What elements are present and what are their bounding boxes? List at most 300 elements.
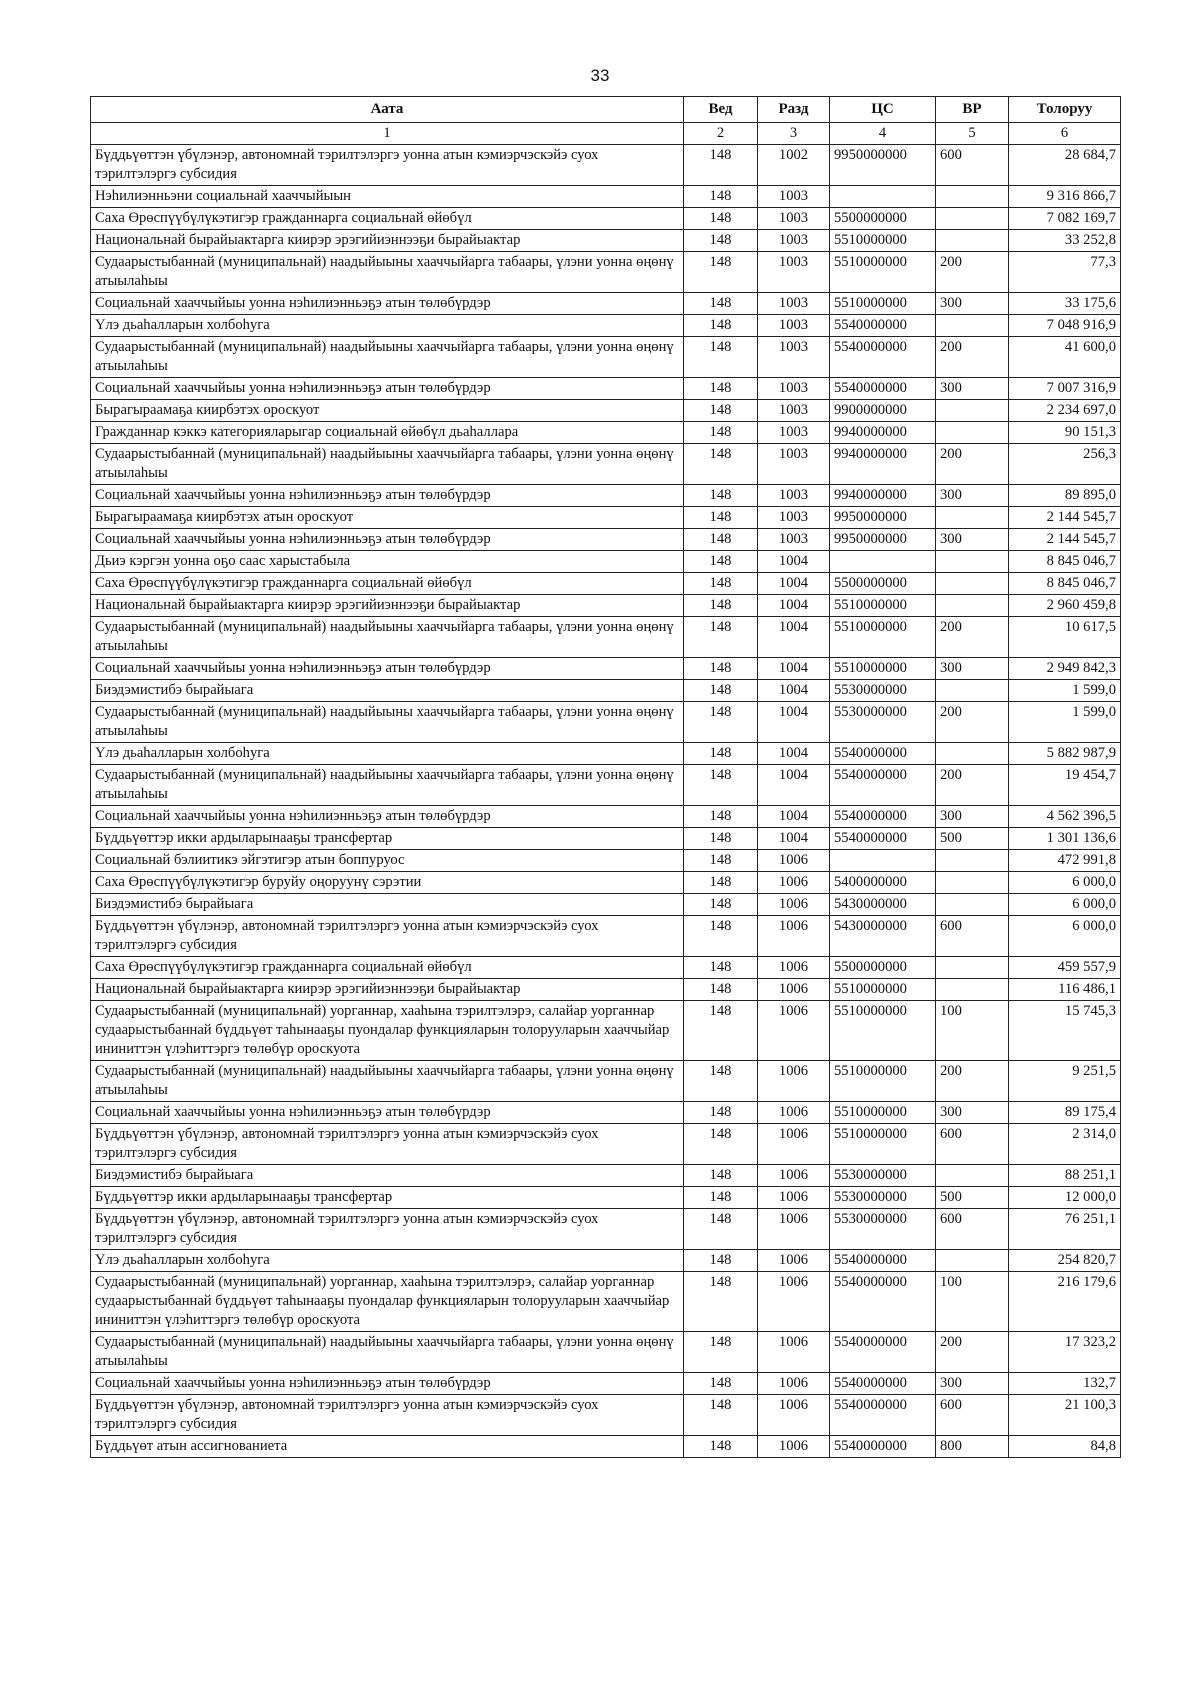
cell-razd: 1006 <box>758 1436 830 1458</box>
cell-razd: 1006 <box>758 894 830 916</box>
cell-ved: 148 <box>684 894 758 916</box>
table-row <box>91 186 1121 208</box>
cell-cs: 5540000000 <box>830 337 936 378</box>
cell-name: Бүддьүөттэн үбүлэнэр, автономнай тэрилтэлэргэ уонна атын кэмиэрчэскэйэ суох тэрилтэлэргэ субсидия <box>91 1124 684 1165</box>
header-sum: Толоруу <box>1009 97 1121 123</box>
cell-razd: 1004 <box>758 573 830 595</box>
cell-vr <box>936 680 1009 702</box>
table-row <box>91 850 1121 872</box>
cell-name: Биэдэмистибэ бырайыага <box>91 1165 684 1187</box>
table-row <box>91 1165 1121 1187</box>
table-row <box>91 1332 1121 1373</box>
cell-vr <box>936 186 1009 208</box>
cell-name: Бүддьүөттэр икки ардыларынааҕы трансфертар <box>91 1187 684 1209</box>
cell-ved: 148 <box>684 485 758 507</box>
cell-name: Судаарыстыбаннай (муниципальнай) наадыйыыны хааччыйарга табаары, үлэни уонна өңөнү атыылаһыы <box>91 444 684 485</box>
table-row <box>91 293 1121 315</box>
cell-sum: 17 323,2 <box>1009 1332 1121 1373</box>
cell-vr: 300 <box>936 1373 1009 1395</box>
cell-razd: 1003 <box>758 252 830 293</box>
cell-vr <box>936 230 1009 252</box>
cell-ved: 148 <box>684 293 758 315</box>
cell-vr <box>936 595 1009 617</box>
table-row <box>91 916 1121 957</box>
table-row <box>91 315 1121 337</box>
cell-sum: 89 895,0 <box>1009 485 1121 507</box>
table-row <box>91 1250 1121 1272</box>
cell-name: Дьиэ кэргэн уонна оҕо саас харыстабыла <box>91 551 684 573</box>
header-row <box>91 97 1121 123</box>
cell-cs: 5530000000 <box>830 1165 936 1187</box>
cell-cs: 5510000000 <box>830 658 936 680</box>
cell-name: Бүддьүөттэр икки ардыларынааҕы трансфертар <box>91 828 684 850</box>
cell-razd: 1004 <box>758 680 830 702</box>
cell-vr: 300 <box>936 529 1009 551</box>
cell-razd: 1006 <box>758 1187 830 1209</box>
cell-razd: 1004 <box>758 828 830 850</box>
cell-razd: 1003 <box>758 529 830 551</box>
cell-ved: 148 <box>684 337 758 378</box>
cell-vr <box>936 315 1009 337</box>
cell-razd: 1003 <box>758 400 830 422</box>
cell-razd: 1002 <box>758 145 830 186</box>
cell-ved: 148 <box>684 422 758 444</box>
cell-cs: 9900000000 <box>830 400 936 422</box>
table-row <box>91 252 1121 293</box>
cell-cs: 9950000000 <box>830 529 936 551</box>
cell-name: Үлэ дьаһалларын холбоһуга <box>91 743 684 765</box>
cell-vr: 300 <box>936 806 1009 828</box>
cell-ved: 148 <box>684 315 758 337</box>
cell-name: Бүддьүөт атын ассигнованиета <box>91 1436 684 1458</box>
cell-razd: 1004 <box>758 743 830 765</box>
cell-sum: 77,3 <box>1009 252 1121 293</box>
cell-ved: 148 <box>684 916 758 957</box>
table-row <box>91 1272 1121 1332</box>
table-row <box>91 1001 1121 1061</box>
cell-ved: 148 <box>684 1373 758 1395</box>
table-row <box>91 1102 1121 1124</box>
cell-cs: 5540000000 <box>830 743 936 765</box>
cell-name: Национальнай бырайыактарга киирэр эрэгийиэннээҕи бырайыактар <box>91 595 684 617</box>
cell-sum: 76 251,1 <box>1009 1209 1121 1250</box>
cell-ved: 148 <box>684 1061 758 1102</box>
cell-vr: 200 <box>936 1061 1009 1102</box>
cell-vr <box>936 422 1009 444</box>
cell-name: Судаарыстыбаннай (муниципальнай) наадыйыыны хааччыйарга табаары, үлэни уонна өңөнү атыылаһыы <box>91 702 684 743</box>
cell-ved: 148 <box>684 617 758 658</box>
cell-name: Судаарыстыбаннай (муниципальнай) наадыйыыны хааччыйарга табаары, үлэни уонна өңөнү атыылаһыы <box>91 1332 684 1373</box>
table-row <box>91 378 1121 400</box>
table-row <box>91 230 1121 252</box>
cell-sum: 256,3 <box>1009 444 1121 485</box>
cell-sum: 2 144 545,7 <box>1009 529 1121 551</box>
table-row <box>91 208 1121 230</box>
cell-razd: 1006 <box>758 1061 830 1102</box>
cell-vr <box>936 894 1009 916</box>
cell-ved: 148 <box>684 1165 758 1187</box>
cell-cs: 5500000000 <box>830 208 936 230</box>
cell-vr: 300 <box>936 1102 1009 1124</box>
cell-sum: 254 820,7 <box>1009 1250 1121 1272</box>
cell-sum: 2 234 697,0 <box>1009 400 1121 422</box>
cell-vr <box>936 208 1009 230</box>
cell-ved: 148 <box>684 806 758 828</box>
cell-sum: 1 599,0 <box>1009 680 1121 702</box>
column-number: 4 <box>830 123 936 145</box>
cell-cs: 5400000000 <box>830 872 936 894</box>
cell-cs: 5510000000 <box>830 1001 936 1061</box>
cell-cs: 5540000000 <box>830 806 936 828</box>
cell-ved: 148 <box>684 444 758 485</box>
table-row <box>91 894 1121 916</box>
cell-ved: 148 <box>684 252 758 293</box>
cell-ved: 148 <box>684 1102 758 1124</box>
cell-razd: 1006 <box>758 1373 830 1395</box>
cell-razd: 1006 <box>758 1209 830 1250</box>
cell-vr: 100 <box>936 1272 1009 1332</box>
cell-name: Национальнай бырайыактарга киирэр эрэгийиэннээҕи бырайыактар <box>91 979 684 1001</box>
cell-razd: 1003 <box>758 315 830 337</box>
cell-razd: 1006 <box>758 1272 830 1332</box>
table-row <box>91 872 1121 894</box>
cell-ved: 148 <box>684 529 758 551</box>
cell-sum: 472 991,8 <box>1009 850 1121 872</box>
cell-vr: 600 <box>936 1395 1009 1436</box>
cell-vr <box>936 1250 1009 1272</box>
table-row <box>91 1436 1121 1458</box>
cell-name: Саха Өрөспүүбүлүкэтигэр буруйу оңоруунү сэрэтии <box>91 872 684 894</box>
cell-razd: 1006 <box>758 1395 830 1436</box>
cell-cs: 5540000000 <box>830 765 936 806</box>
cell-cs: 5540000000 <box>830 1395 936 1436</box>
cell-sum: 33 252,8 <box>1009 230 1121 252</box>
cell-cs: 5540000000 <box>830 1332 936 1373</box>
cell-vr: 500 <box>936 1187 1009 1209</box>
cell-vr: 200 <box>936 1332 1009 1373</box>
cell-cs <box>830 551 936 573</box>
cell-name: Судаарыстыбаннай (муниципальнай) наадыйыыны хааччыйарга табаары, үлэни уонна өңөнү атыылаһыы <box>91 337 684 378</box>
cell-ved: 148 <box>684 573 758 595</box>
cell-name: Нэһилиэнньэни социальнай хааччыйыын <box>91 186 684 208</box>
cell-vr: 300 <box>936 658 1009 680</box>
header-cs: ЦС <box>830 97 936 123</box>
cell-name: Социальнай хааччыйыы уонна нэһилиэнньэҕэ атын төлөбүрдэр <box>91 378 684 400</box>
header-ved: Вед <box>684 97 758 123</box>
cell-ved: 148 <box>684 765 758 806</box>
cell-name: Үлэ дьаһалларын холбоһуга <box>91 315 684 337</box>
cell-cs: 5540000000 <box>830 828 936 850</box>
cell-sum: 9 251,5 <box>1009 1061 1121 1102</box>
cell-vr: 200 <box>936 337 1009 378</box>
cell-vr: 200 <box>936 617 1009 658</box>
cell-vr <box>936 872 1009 894</box>
table-row <box>91 400 1121 422</box>
cell-razd: 1004 <box>758 595 830 617</box>
table-row <box>91 957 1121 979</box>
cell-razd: 1003 <box>758 293 830 315</box>
cell-vr: 200 <box>936 252 1009 293</box>
cell-cs: 5530000000 <box>830 1187 936 1209</box>
cell-name: Саха Өрөспүүбүлүкэтигэр гражданнарга социальнай өйөбүл <box>91 573 684 595</box>
cell-sum: 41 600,0 <box>1009 337 1121 378</box>
cell-ved: 148 <box>684 1209 758 1250</box>
cell-ved: 148 <box>684 208 758 230</box>
cell-sum: 33 175,6 <box>1009 293 1121 315</box>
cell-razd: 1006 <box>758 1250 830 1272</box>
cell-cs: 5500000000 <box>830 957 936 979</box>
cell-vr: 200 <box>936 765 1009 806</box>
cell-vr <box>936 957 1009 979</box>
cell-ved: 148 <box>684 1124 758 1165</box>
cell-vr: 600 <box>936 145 1009 186</box>
cell-sum: 216 179,6 <box>1009 1272 1121 1332</box>
cell-cs: 5510000000 <box>830 252 936 293</box>
cell-sum: 7 082 169,7 <box>1009 208 1121 230</box>
cell-vr <box>936 979 1009 1001</box>
cell-name: Гражданнар кэккэ категорияларыгар социальнай өйөбүл дьаһаллара <box>91 422 684 444</box>
cell-sum: 15 745,3 <box>1009 1001 1121 1061</box>
cell-vr: 600 <box>936 1124 1009 1165</box>
cell-sum: 84,8 <box>1009 1436 1121 1458</box>
cell-name: Судаарыстыбаннай (муниципальнай) наадыйыыны хааччыйарга табаары, үлэни уонна өңөнү атыылаһыы <box>91 617 684 658</box>
table-row <box>91 1187 1121 1209</box>
cell-ved: 148 <box>684 1272 758 1332</box>
cell-sum: 2 960 459,8 <box>1009 595 1121 617</box>
cell-razd: 1004 <box>758 658 830 680</box>
cell-name: Социальнай хааччыйыы уонна нэһилиэнньэҕэ атын төлөбүрдэр <box>91 529 684 551</box>
cell-sum: 9 316 866,7 <box>1009 186 1121 208</box>
cell-name: Бүддьүөттэн үбүлэнэр, автономнай тэрилтэлэргэ уонна атын кэмиэрчэскэйэ суох тэрилтэлэргэ субсидия <box>91 916 684 957</box>
cell-cs: 5510000000 <box>830 617 936 658</box>
table-row <box>91 507 1121 529</box>
cell-sum: 19 454,7 <box>1009 765 1121 806</box>
cell-vr: 300 <box>936 485 1009 507</box>
cell-razd: 1003 <box>758 186 830 208</box>
cell-razd: 1006 <box>758 916 830 957</box>
cell-ved: 148 <box>684 979 758 1001</box>
cell-sum: 6 000,0 <box>1009 894 1121 916</box>
cell-razd: 1003 <box>758 444 830 485</box>
cell-razd: 1006 <box>758 872 830 894</box>
table-row <box>91 573 1121 595</box>
cell-razd: 1003 <box>758 507 830 529</box>
cell-ved: 148 <box>684 957 758 979</box>
cell-razd: 1006 <box>758 1102 830 1124</box>
cell-cs: 5430000000 <box>830 916 936 957</box>
cell-vr <box>936 850 1009 872</box>
cell-razd: 1004 <box>758 765 830 806</box>
cell-ved: 148 <box>684 680 758 702</box>
budget-table <box>90 96 1121 1458</box>
cell-cs: 5540000000 <box>830 315 936 337</box>
cell-sum: 28 684,7 <box>1009 145 1121 186</box>
cell-vr: 500 <box>936 828 1009 850</box>
cell-ved: 148 <box>684 507 758 529</box>
cell-name: Судаарыстыбаннай (муниципальнай) наадыйыыны хааччыйарга табаары, үлэни уонна өңөнү атыылаһыы <box>91 1061 684 1102</box>
cell-name: Саха Өрөспүүбүлүкэтигэр гражданнарга социальнай өйөбүл <box>91 957 684 979</box>
cell-sum: 2 314,0 <box>1009 1124 1121 1165</box>
cell-cs: 5510000000 <box>830 230 936 252</box>
cell-name: Бүддьүөттэн үбүлэнэр, автономнай тэрилтэлэргэ уонна атын кэмиэрчэскэйэ суох тэрилтэлэргэ субсидия <box>91 1395 684 1436</box>
cell-name: Социальнай хааччыйыы уонна нэһилиэнньэҕэ атын төлөбүрдэр <box>91 1102 684 1124</box>
cell-sum: 6 000,0 <box>1009 872 1121 894</box>
cell-name: Судаарыстыбаннай (муниципальнай) наадыйыыны хааччыйарга табаары, үлэни уонна өңөнү атыылаһыы <box>91 252 684 293</box>
cell-name: Социальнай хааччыйыы уонна нэһилиэнньэҕэ атын төлөбүрдэр <box>91 806 684 828</box>
table-row <box>91 765 1121 806</box>
cell-ved: 148 <box>684 230 758 252</box>
cell-cs: 5510000000 <box>830 1061 936 1102</box>
cell-cs: 5510000000 <box>830 1102 936 1124</box>
cell-ved: 148 <box>684 186 758 208</box>
cell-razd: 1004 <box>758 617 830 658</box>
cell-name: Социальнай хааччыйыы уонна нэһилиэнньэҕэ атын төлөбүрдэр <box>91 293 684 315</box>
cell-cs: 9940000000 <box>830 444 936 485</box>
cell-name: Судаарыстыбаннай (муниципальнай) наадыйыыны хааччыйарга табаары, үлэни уонна өңөнү атыылаһыы <box>91 765 684 806</box>
cell-razd: 1003 <box>758 208 830 230</box>
cell-name: Саха Өрөспүүбүлүкэтигэр гражданнарга социальнай өйөбүл <box>91 208 684 230</box>
table-row <box>91 1209 1121 1250</box>
cell-ved: 148 <box>684 378 758 400</box>
cell-cs: 9950000000 <box>830 507 936 529</box>
header-name: Аата <box>91 97 684 123</box>
cell-sum: 12 000,0 <box>1009 1187 1121 1209</box>
cell-cs: 5540000000 <box>830 1436 936 1458</box>
cell-cs: 5500000000 <box>830 573 936 595</box>
cell-vr <box>936 551 1009 573</box>
cell-cs: 9940000000 <box>830 422 936 444</box>
cell-name: Социальнай хааччыйыы уонна нэһилиэнньэҕэ атын төлөбүрдэр <box>91 1373 684 1395</box>
table-row <box>91 702 1121 743</box>
cell-name: Биэдэмистибэ бырайыага <box>91 894 684 916</box>
cell-sum: 89 175,4 <box>1009 1102 1121 1124</box>
table-row <box>91 658 1121 680</box>
table-row <box>91 1373 1121 1395</box>
table-row <box>91 595 1121 617</box>
cell-sum: 116 486,1 <box>1009 979 1121 1001</box>
table-row <box>91 1124 1121 1165</box>
cell-ved: 148 <box>684 743 758 765</box>
cell-sum: 2 949 842,3 <box>1009 658 1121 680</box>
cell-ved: 148 <box>684 551 758 573</box>
cell-ved: 148 <box>684 658 758 680</box>
cell-cs: 5540000000 <box>830 1373 936 1395</box>
cell-razd: 1006 <box>758 850 830 872</box>
cell-name: Судаарыстыбаннай (муниципальнай) уорганнар, хааһына тэрилтэлэрэ, салайар уорганнар судаарыстыбаннай бүддьүөт таһынааҕы пуондалар функцияларын толорууларын хааччыйар ининиттэн үлэһиттэргэ төлөбүр ороскуота <box>91 1001 684 1061</box>
cell-razd: 1003 <box>758 485 830 507</box>
cell-cs: 5510000000 <box>830 1124 936 1165</box>
table-row <box>91 529 1121 551</box>
cell-name: Социальнай хааччыйыы уонна нэһилиэнньэҕэ атын төлөбүрдэр <box>91 658 684 680</box>
cell-sum: 7 007 316,9 <box>1009 378 1121 400</box>
cell-razd: 1003 <box>758 230 830 252</box>
table-row <box>91 828 1121 850</box>
cell-ved: 148 <box>684 872 758 894</box>
cell-sum: 459 557,9 <box>1009 957 1121 979</box>
cell-ved: 148 <box>684 1187 758 1209</box>
cell-vr: 300 <box>936 293 1009 315</box>
cell-name: Бүддьүөттэн үбүлэнэр, автономнай тэрилтэлэргэ уонна атын кэмиэрчэскэйэ суох тэрилтэлэргэ субсидия <box>91 1209 684 1250</box>
cell-razd: 1003 <box>758 337 830 378</box>
cell-sum: 90 151,3 <box>1009 422 1121 444</box>
cell-vr: 800 <box>936 1436 1009 1458</box>
cell-name: Үлэ дьаһалларын холбоһуга <box>91 1250 684 1272</box>
cell-cs: 5540000000 <box>830 1272 936 1332</box>
table-row <box>91 337 1121 378</box>
cell-ved: 148 <box>684 400 758 422</box>
cell-ved: 148 <box>684 828 758 850</box>
cell-name: Судаарыстыбаннай (муниципальнай) уорганнар, хааһына тэрилтэлэрэ, салайар уорганнар судаарыстыбаннай бүддьүөт таһынааҕы пуондалар функцияларын толорууларын хааччыйар ининиттэн үлэһиттэргэ төлөбүр ороскуота <box>91 1272 684 1332</box>
cell-ved: 148 <box>684 850 758 872</box>
cell-vr <box>936 573 1009 595</box>
cell-cs: 5530000000 <box>830 680 936 702</box>
cell-name: Бырагыраамаҕа киирбэтэх ороскуот <box>91 400 684 422</box>
cell-razd: 1006 <box>758 1124 830 1165</box>
page-number: 33 <box>590 66 610 85</box>
cell-razd: 1006 <box>758 979 830 1001</box>
cell-sum: 10 617,5 <box>1009 617 1121 658</box>
cell-sum: 7 048 916,9 <box>1009 315 1121 337</box>
cell-sum: 88 251,1 <box>1009 1165 1121 1187</box>
table-row <box>91 979 1121 1001</box>
cell-sum: 5 882 987,9 <box>1009 743 1121 765</box>
cell-sum: 132,7 <box>1009 1373 1121 1395</box>
cell-vr: 200 <box>936 444 1009 485</box>
cell-vr: 300 <box>936 378 1009 400</box>
cell-cs <box>830 186 936 208</box>
cell-name: Биэдэмистибэ бырайыага <box>91 680 684 702</box>
cell-vr <box>936 400 1009 422</box>
column-number: 3 <box>758 123 830 145</box>
cell-razd: 1004 <box>758 551 830 573</box>
cell-vr: 100 <box>936 1001 1009 1061</box>
column-number: 5 <box>936 123 1009 145</box>
cell-ved: 148 <box>684 595 758 617</box>
cell-name: Бырагыраамаҕа киирбэтэх атын ороскуот <box>91 507 684 529</box>
cell-name: Социальнай бэлиитикэ эйгэтигэр атын боппуруос <box>91 850 684 872</box>
table-body <box>91 145 1121 1458</box>
cell-vr <box>936 1165 1009 1187</box>
cell-name: Социальнай хааччыйыы уонна нэһилиэнньэҕэ атын төлөбүрдэр <box>91 485 684 507</box>
cell-vr <box>936 507 1009 529</box>
cell-sum: 1 599,0 <box>1009 702 1121 743</box>
cell-cs: 5510000000 <box>830 979 936 1001</box>
cell-cs: 5540000000 <box>830 378 936 400</box>
cell-name: Национальнай бырайыактарга киирэр эрэгийиэннээҕи бырайыактар <box>91 230 684 252</box>
cell-ved: 148 <box>684 1395 758 1436</box>
cell-cs: 5510000000 <box>830 595 936 617</box>
table-row <box>91 145 1121 186</box>
cell-ved: 148 <box>684 1250 758 1272</box>
cell-cs: 5530000000 <box>830 1209 936 1250</box>
cell-cs: 9950000000 <box>830 145 936 186</box>
table-row <box>91 743 1121 765</box>
cell-sum: 21 100,3 <box>1009 1395 1121 1436</box>
column-number: 1 <box>91 123 684 145</box>
cell-cs <box>830 850 936 872</box>
cell-sum: 1 301 136,6 <box>1009 828 1121 850</box>
cell-cs: 5530000000 <box>830 702 936 743</box>
table-row <box>91 1061 1121 1102</box>
table-row <box>91 617 1121 658</box>
cell-cs: 9940000000 <box>830 485 936 507</box>
column-number-row <box>91 123 1121 145</box>
cell-sum: 4 562 396,5 <box>1009 806 1121 828</box>
cell-ved: 148 <box>684 702 758 743</box>
cell-ved: 148 <box>684 145 758 186</box>
column-number: 2 <box>684 123 758 145</box>
table-row <box>91 444 1121 485</box>
